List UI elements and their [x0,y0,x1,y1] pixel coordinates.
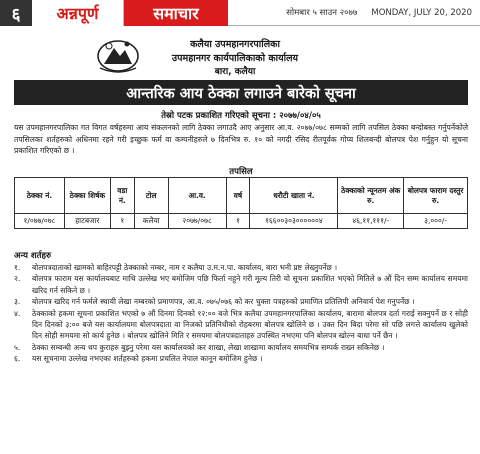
municipality-name: कलैया उपमहानगरपालिका [190,39,280,50]
term-item [14,353,468,364]
notice-title: आन्तरिक आय ठेक्का लगाउने बारेको सूचना [14,80,468,105]
date-line [228,0,480,26]
term-number: ३. [14,297,21,307]
term-text: बोलपत्रदाताको खामको बाहिरपट्टी ठेक्काको नम्बर, नाम र कलैया उ.म.न.पा. कार्यालय, बारा भनी प्रष्ट लेख्नुपर्नेछ । [32,263,338,272]
terms-list [14,262,468,365]
term-number: ६. [14,354,21,364]
term-text: बोलपत्र फाराम यस कार्यालयबाट माथि उल्लेख भए बमोजिम पछि फिर्ता नहुने गरी मूल्य तिरी यो सूचना प्रकाशित भएको मितिले ७ औं दिन सम्म कार्यालय समयमा खरिद गर्न सकिने छ । [32,274,468,295]
term-item [14,296,468,307]
government-emblem-icon [94,34,142,74]
col-header-tole: टोल [134,178,168,214]
terms-heading: अन्य शर्तहरु [14,251,52,261]
cell-tole: कलैया [134,214,168,229]
col-header-form-fee: बोलपत्र फाराम दस्तुर रु. [404,178,468,214]
col-header-ward: वडा नं. [110,178,134,214]
notice-subtitle: तेस्रो पटक प्रकाशित गरिएको सूचना : २०७७/०४/०५ [161,111,321,121]
col-header-year: वर्ष [226,178,250,214]
page-number: ६ [0,0,32,26]
col-header-contract-no: ठेक्का नं. [15,178,65,214]
cell-year: १ [226,214,250,229]
section-label: समाचार [124,0,228,26]
cell-fiscal-year: २०७७/०७८ [168,214,226,229]
cell-form-fee: ३,०००/- [404,214,468,229]
newspaper-masthead [0,0,480,26]
date-nepali: सोमबार ५ साउन २०७७ [286,8,358,18]
col-header-title: ठेक्का शिर्षक [64,178,110,214]
term-item [14,262,468,273]
term-number: १. [14,263,21,272]
term-number: ४. [14,308,21,318]
table-row [15,214,468,229]
col-header-fiscal-year: आ.व. [168,178,226,214]
col-header-min-amount: ठेक्काको न्यूनतम अंक रु. [338,178,404,214]
col-header-deposit-account: धरौटी खाता नं. [250,178,338,214]
term-text: ठेक्काको हकमा सूचना प्रकाशित भएको ७ औं दिनमा दिनको १२:०० बजे भित्र कलैया उपमहानगरपालिका कार्यालय, बारामा बोलपत्र दर्ता गराई सक्नुपर्ने छ र सोही दिन दिनको ३:०० बजे यस कार्यालयमा बोलपत्रदाता वा निजको प्रतिनिधीको रोहबरमा बोलपत्र खोलिने छ । उक्त दिन बिदा परेमा सो पछि लगत्ते कार्यालय खुलेको दिन सोही समयमा सो कार्य हुनेछ । बोलपत्र खोलिने मिति र समयमा बोलपत्रदाताहरु उपस्थित नभएमा पनि बोलपत्र खोल्न बाधा पर्ने छैन । [32,308,468,341]
table-header-row [15,178,468,214]
cell-title: हाटबजार [64,214,110,229]
intro-paragraph: यस उपमहानगरपालिका गत विगत वर्षहरुमा आय संकलनको लागि ठेक्का लगाउदै आए अनुसार आ.व. २०७७/०७८ सम्मको लागि तपसिल ठेक्का बन्दोबस्त गर्नुपर्नेकोले तपसिलका शर्तहरुको अधिनमा रहने गरी इच्छुक फर्म वा कम्पनीहरुले ७ दिनभित्र रु. १० को नगदी रसिद रीतपूर्वक गोप्य शिलबन्दी बोलपत्र पेश गर्नुहुन यो सूचना प्रकाशित गरिएको छ । [14,123,468,155]
term-text: ठेक्का सम्बन्धी अन्य थप कुराहरु बुझ्नु परेमा यस कार्यालयको कर शाखा, लेखा शाखामा कार्यालय समयभित्र सम्पर्क राख्न सकिनेछ । [32,342,385,352]
office-name: उपमहानगर कार्यपालिकाको कार्यालय [171,53,299,64]
term-item [14,273,468,296]
term-number: ५. [14,342,21,352]
cell-contract-no: १/०७७/०७८ [15,214,65,229]
cell-ward: १ [110,214,134,229]
cell-min-amount: ४६,११,१११/- [338,214,404,229]
term-item [14,308,468,342]
table-caption: तपसिल [229,167,253,177]
tender-table [14,177,468,229]
cell-deposit-account: १६६००३०३००००००४ [250,214,338,229]
term-item [14,342,468,353]
paper-name: अन्नपूर्ण [32,0,124,26]
term-text: यस सूचनामा उल्लेख नभएका शर्तहरुको हकमा प्रचलित नेपाल कानून बमोजिम हुनेछ । [32,354,263,364]
office-address: बारा, कलैया [214,67,256,77]
term-number: २. [14,274,21,284]
term-text: बोलपत्र खरिद गर्न फर्मले स्थायी लेखा नम्बरको प्रमाणपत्र, आ.व. ०७५/०७६ को कर चुक्ता पत्रहरुको प्रमाणित प्रतिलिपी अनिवार्य पेश गनुपर्नेछ । [32,297,415,307]
date-english: MONDAY, JULY 20, 2020 [371,7,472,18]
